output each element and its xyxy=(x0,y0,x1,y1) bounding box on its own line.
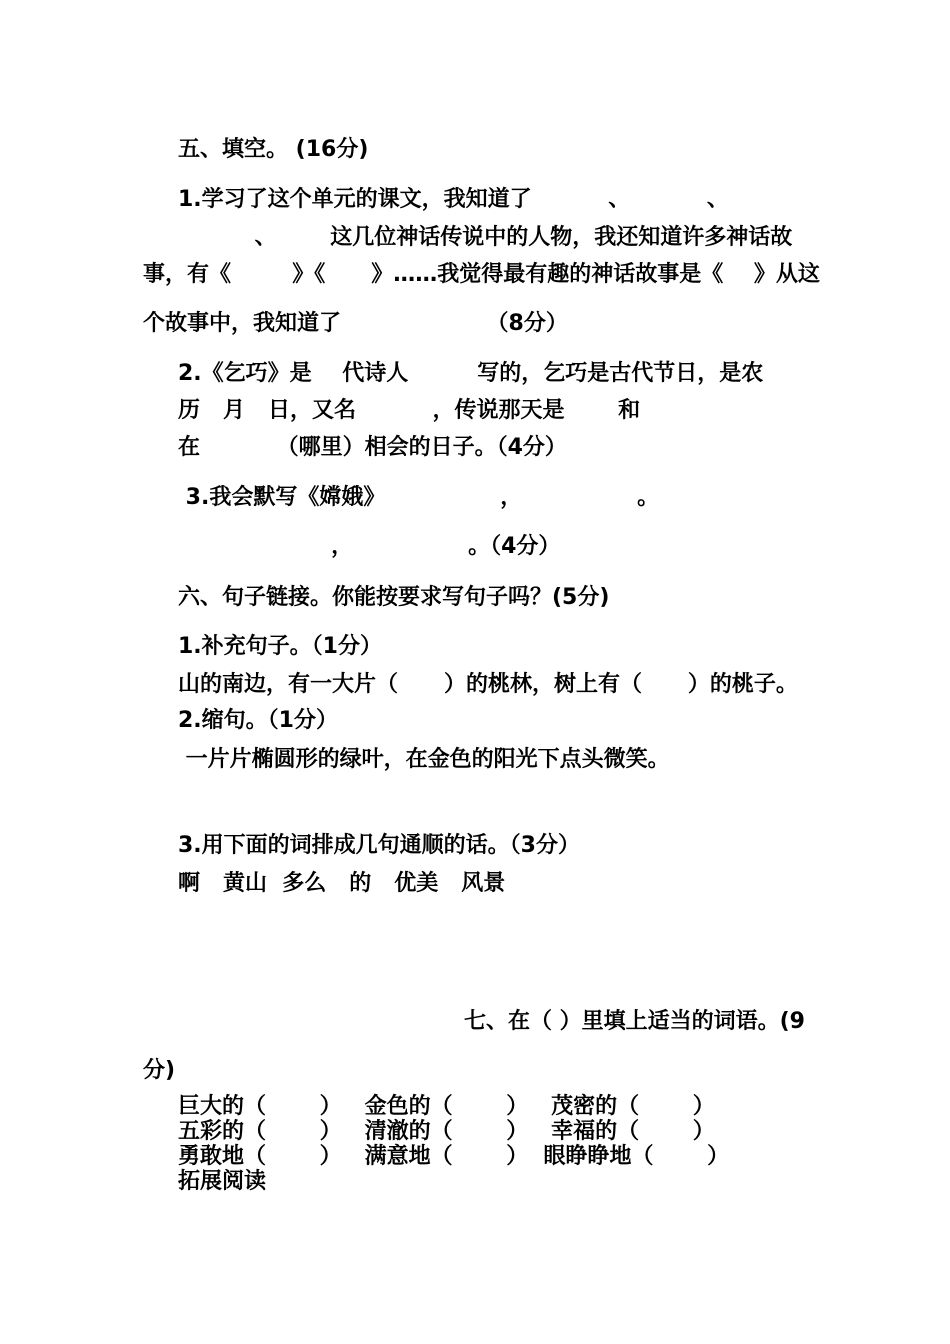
q3-line2: ， 。（4分） xyxy=(178,534,561,559)
s6-q3-title: 3.用下面的词排成几句通顺的话。（3分） xyxy=(178,833,580,858)
q2-line1: 2.《乞巧》是 代诗人 写的，乞巧是古代节日，是农 xyxy=(178,361,764,386)
q3-line1: 3.我会默写《嫦娥》 ， 。 xyxy=(178,485,660,510)
q1-line4: 个故事中，我知道了 （8分） xyxy=(143,311,568,336)
s6-q3-words: 啊 黄山 多么 的 优美 风景 xyxy=(178,871,506,896)
q1-line1: 1.学习了这个单元的课文，我知道了 、 、 xyxy=(178,187,729,212)
q1-line3: 事，有《 》《 》……我觉得最有趣的神话故事是《 》从这 xyxy=(143,262,820,287)
section7-heading: 七、在（ ）里填上适当的词语。(9 xyxy=(463,1009,805,1034)
s7-row2: 五彩的（ ） 清澈的（ ） 幸福的（ ） xyxy=(178,1119,715,1144)
section5-heading: 五、填空。 (16分) xyxy=(178,137,369,162)
s7-row3: 勇敢地（ ） 满意地（ ） 眼睁睁地（ ） xyxy=(178,1144,730,1169)
section7-heading-cont: 分) xyxy=(143,1058,176,1083)
q2-line3: 在 （哪里）相会的日子。（4分） xyxy=(178,435,567,460)
s7-row1: 巨大的（ ） 金色的（ ） 茂密的（ ） xyxy=(178,1094,715,1119)
q2-line2: 历 月 日，又名 ，传说那天是 和 xyxy=(178,398,641,423)
s6-q1-title: 1.补充句子。（1分） xyxy=(178,634,382,659)
s6-q2-title: 2.缩句。（1分） xyxy=(178,708,338,733)
q1-line2: 、 这几位神话传说中的人物，我还知道许多神话故 xyxy=(178,225,793,250)
section6-heading: 六、句子链接。你能按要求写句子吗？(5分) xyxy=(178,585,610,610)
s6-q2-text: 一片片椭圆形的绿叶，在金色的阳光下点头微笑。 xyxy=(178,747,670,772)
s6-q1-text: 山的南边，有一大片（ ）的桃林，树上有（ ）的桃子。 xyxy=(178,672,798,697)
next-section-heading: 拓展阅读 xyxy=(178,1169,267,1194)
